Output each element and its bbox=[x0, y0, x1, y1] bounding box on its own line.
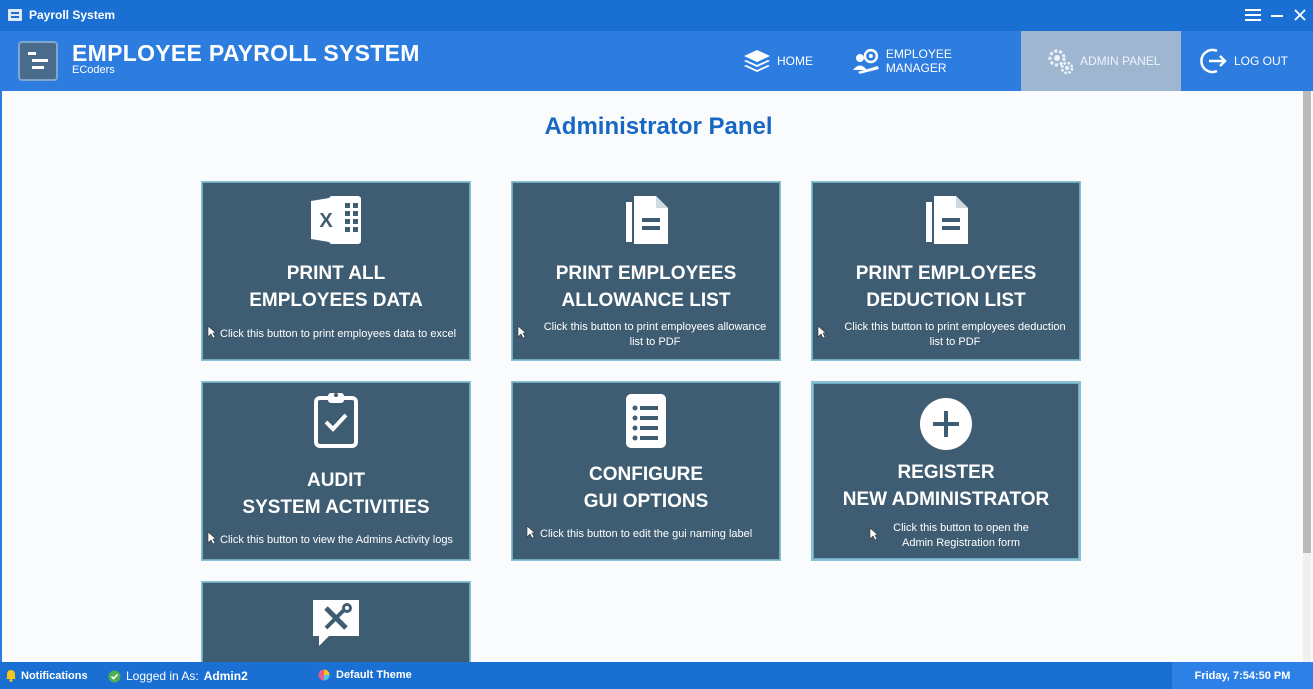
scrollbar-thumb[interactable] bbox=[1303, 91, 1311, 553]
tile-title-line2: ALLOWANCE LIST bbox=[561, 290, 731, 311]
logout-icon bbox=[1200, 47, 1228, 75]
tile-title-line1: REGISTER bbox=[897, 462, 995, 483]
tile-title-line2: NEW ADMINISTRATOR bbox=[842, 489, 1050, 510]
bell-icon bbox=[5, 669, 17, 682]
logged-in-label: Logged in As: bbox=[126, 669, 199, 683]
tile-description: Click this button to edit the gui naming label bbox=[540, 528, 753, 540]
theme-label: Default Theme bbox=[336, 669, 412, 681]
nav-employee-manager[interactable] bbox=[840, 31, 1015, 91]
cursor-icon bbox=[517, 325, 527, 339]
tile-description-line1: Click this button to print employees allowance bbox=[543, 321, 767, 333]
nav-admin-panel-label: ADMIN PANEL bbox=[1080, 54, 1161, 68]
main-content bbox=[0, 91, 1313, 662]
audit-system-activities-button[interactable] bbox=[201, 381, 471, 561]
status-clock: Friday, 7:54:50 PM bbox=[1172, 662, 1313, 689]
print-allowance-list-button[interactable] bbox=[511, 181, 781, 361]
cursor-icon bbox=[817, 325, 827, 339]
tile-title-line1: PRINT EMPLOYEES bbox=[555, 263, 737, 284]
vertical-scrollbar[interactable] bbox=[1303, 91, 1311, 662]
plus-circle-icon bbox=[813, 397, 1079, 453]
print-deduction-list-button[interactable] bbox=[811, 181, 1081, 361]
nav-home-label: HOME bbox=[777, 54, 813, 68]
logged-in-status bbox=[108, 669, 248, 683]
app-header bbox=[0, 31, 1313, 91]
theme-selector[interactable] bbox=[318, 669, 412, 681]
tile-description-line1: Click this button to open the bbox=[893, 522, 1029, 534]
brand-title: EMPLOYEE PAYROLL SYSTEM bbox=[72, 40, 420, 66]
notifications-label: Notifications bbox=[21, 669, 88, 682]
nav-home[interactable] bbox=[731, 31, 826, 91]
tile-title-line2: EMPLOYEES DATA bbox=[249, 290, 423, 311]
layers-icon bbox=[743, 49, 771, 73]
tile-description: Click this button to view the Admins Activity logs bbox=[220, 534, 453, 546]
page-title: Administrator Panel bbox=[544, 113, 773, 140]
check-circle-icon bbox=[108, 670, 121, 683]
minimize-button[interactable] bbox=[1267, 5, 1287, 25]
window-title-bar bbox=[0, 0, 1313, 31]
register-new-administrator-button[interactable] bbox=[811, 381, 1081, 561]
tile-title-line2: SYSTEM ACTIVITIES bbox=[242, 497, 430, 518]
tile-description-line2: list to PDF bbox=[929, 336, 981, 348]
brand-subtitle: ECoders bbox=[72, 64, 115, 76]
nav-log-out-label: LOG OUT bbox=[1234, 54, 1289, 68]
menu-icon[interactable] bbox=[1243, 5, 1263, 25]
people-gear-icon bbox=[852, 48, 880, 74]
window-title: Payroll System bbox=[29, 8, 116, 22]
cursor-icon bbox=[526, 525, 536, 539]
notifications-button[interactable] bbox=[5, 669, 88, 682]
logged-in-user: Admin2 bbox=[203, 669, 248, 683]
cursor-icon bbox=[207, 531, 217, 545]
nav-employee-manager-label: EMPLOYEE MANAGER bbox=[885, 47, 952, 75]
tile-title-line1: AUDIT bbox=[306, 470, 366, 491]
document-icon bbox=[512, 194, 780, 250]
nav-admin-panel[interactable] bbox=[1021, 31, 1181, 91]
status-bar bbox=[0, 662, 1313, 689]
gears-icon bbox=[1046, 47, 1074, 75]
tile-title-line1: PRINT ALL bbox=[286, 263, 386, 284]
tools-icon bbox=[202, 596, 470, 652]
tools-button[interactable] bbox=[201, 581, 471, 662]
tile-title-line2: GUI OPTIONS bbox=[583, 491, 709, 512]
document-icon bbox=[812, 194, 1080, 250]
tile-title-line1: CONFIGURE bbox=[589, 464, 703, 485]
clipboard-check-icon bbox=[202, 390, 470, 446]
tile-title-line2: DEDUCTION LIST bbox=[866, 290, 1026, 311]
svg-text:X: X bbox=[319, 210, 333, 232]
tile-title-line1: PRINT EMPLOYEES bbox=[855, 263, 1037, 284]
tile-description-line1: Click this button to print employees deduction bbox=[844, 321, 1066, 333]
excel-icon bbox=[202, 194, 470, 250]
app-icon bbox=[8, 9, 22, 21]
tile-description-line2: list to PDF bbox=[629, 336, 681, 348]
cursor-icon bbox=[207, 325, 217, 339]
palette-icon bbox=[318, 669, 330, 681]
tile-description: Click this button to print employees data to excel bbox=[220, 328, 457, 340]
list-document-icon bbox=[512, 392, 780, 448]
print-all-employees-button[interactable] bbox=[201, 181, 471, 361]
app-logo bbox=[18, 41, 58, 81]
nav-log-out[interactable] bbox=[1190, 31, 1300, 91]
close-button[interactable] bbox=[1290, 5, 1310, 25]
tile-description-line2: Admin Registration form bbox=[902, 537, 1020, 549]
configure-gui-options-button[interactable] bbox=[511, 381, 781, 561]
